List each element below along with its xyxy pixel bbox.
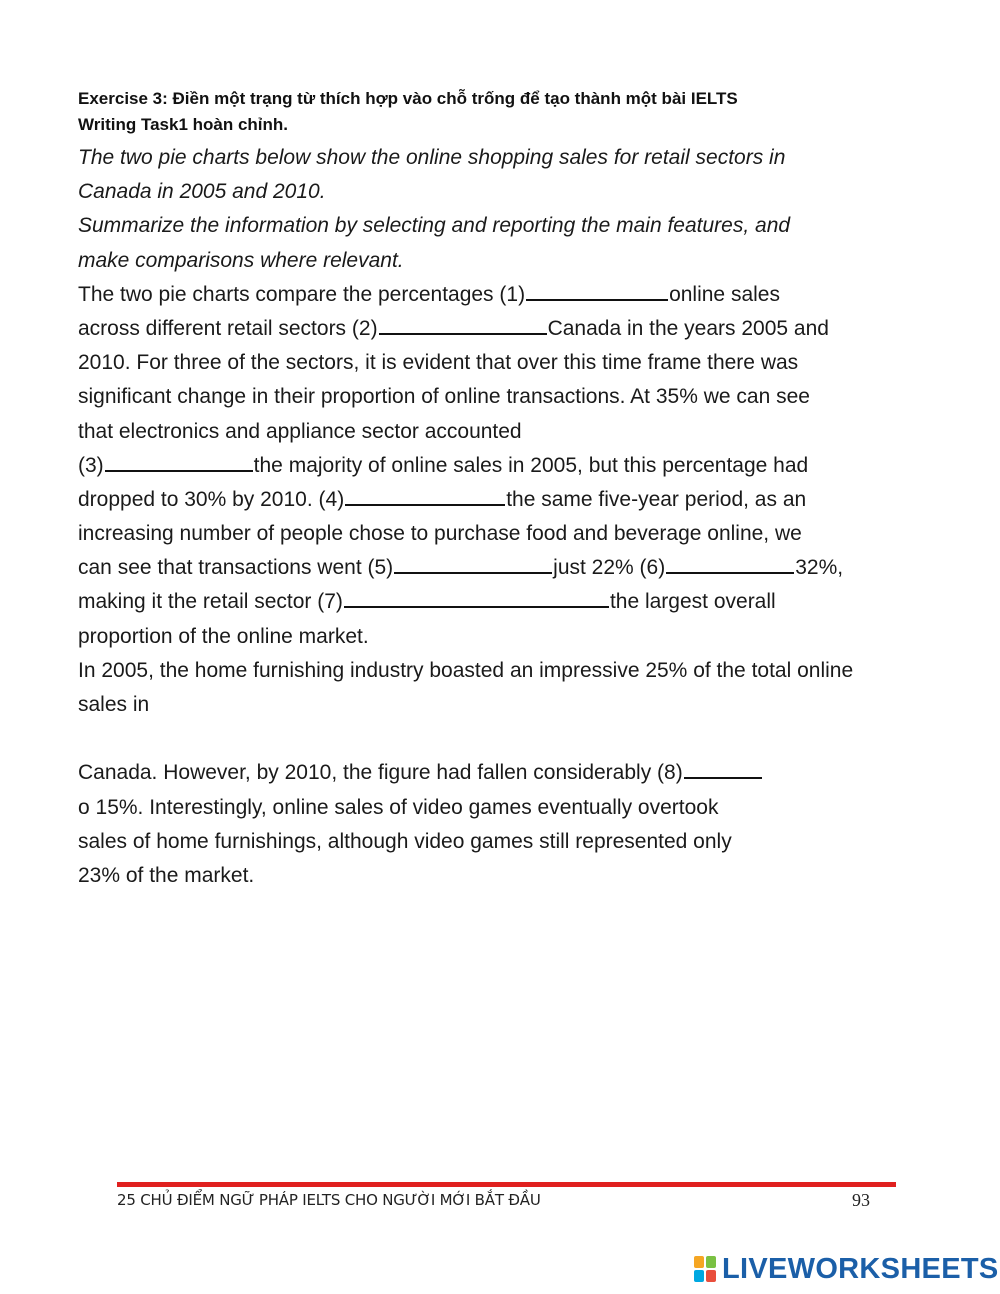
prompt-line: The two pie charts below show the online shopping sales for retail sectors in [78, 146, 786, 169]
blank-1-field[interactable] [526, 281, 668, 301]
passage-line [78, 551, 938, 585]
passage-line [78, 483, 938, 517]
blank-8-field[interactable] [684, 759, 762, 779]
exercise-title [78, 86, 878, 138]
exercise-body [78, 141, 938, 893]
exercise-title-line-2: Writing Task1 hoàn chỉnh. [78, 115, 289, 134]
passage-line [78, 756, 938, 790]
passage-text: the same five-year period, as an [506, 487, 807, 511]
passage-text: across different retail sectors (2) [78, 316, 378, 340]
passage-line [78, 449, 938, 483]
passage-line: significant change in their proportion of online transactions. At 35% we can see [78, 385, 810, 409]
passage-text: the majority of online sales in 2005, but this percentage had [253, 453, 809, 477]
passage-line: that electronics and appliance sector accounted [78, 419, 522, 443]
blank-3-field[interactable] [105, 452, 253, 472]
blank-5-field[interactable] [394, 554, 552, 574]
footer-book-title: 25 CHỦ ĐIỂM NGỮ PHÁP IELTS CHO NGƯỜI MỚI BẮT ĐẦU [117, 1191, 541, 1209]
exercise-title-line-1: Exercise 3: Điền một trạng từ thích hợp vào chỗ trống để tạo thành một bài IELTS [78, 89, 738, 108]
blank-2-field[interactable] [379, 315, 547, 335]
passage-line: sales in [78, 693, 150, 716]
prompt-line: Summarize the information by selecting and reporting the main features, and [78, 214, 791, 238]
passage-line: sales of home furnishings, although video games still represented only [78, 829, 732, 853]
prompt-line: make comparisons where relevant. [78, 248, 404, 272]
passage-line [78, 278, 938, 312]
passage-line: proportion of the online market. [78, 624, 369, 648]
passage-text: making it the retail sector (7) [78, 590, 343, 614]
passage-text: The two pie charts compare the percentages (1) [78, 282, 526, 306]
liveworksheets-logo-icon [694, 1256, 716, 1282]
passage-text: online sales [669, 282, 780, 306]
liveworksheets-brand[interactable] [694, 1252, 999, 1286]
passage-line: increasing number of people chose to purchase food and beverage online, we [78, 522, 802, 546]
footer-divider [117, 1182, 896, 1187]
passage-text: the largest overall [609, 590, 776, 614]
page-number: 93 [852, 1190, 870, 1210]
passage-text: just 22% (6) [553, 556, 666, 580]
passage-line [78, 585, 938, 619]
passage-line: 2010. For three of the sectors, it is evident that over this time frame there was [78, 351, 799, 375]
blank-7-field[interactable] [344, 588, 609, 608]
passage-text: Canada. However, by 2010, the figure had fallen considerably (8) [78, 761, 683, 785]
passage-line [78, 312, 938, 346]
blank-line [78, 722, 938, 756]
blank-4-field[interactable] [345, 486, 505, 506]
passage-line: In 2005, the home furnishing industry boasted an impressive 25% of the total online [78, 658, 854, 682]
passage-line: 23% of the market. [78, 863, 255, 887]
blank-6-field[interactable] [666, 554, 794, 574]
passage-text: can see that transactions went (5) [78, 556, 394, 580]
prompt-line: Canada in 2005 and 2010. [78, 180, 326, 204]
passage-text: (3) [78, 453, 104, 477]
passage-line: o 15%. Interestingly, online sales of video games eventually overtook [78, 795, 719, 819]
passage-text: dropped to 30% by 2010. (4) [78, 487, 345, 511]
passage-text: Canada in the years 2005 and [547, 316, 829, 340]
passage-text: 32%, [795, 556, 844, 580]
brand-name: LIVEWORKSHEETS [722, 1252, 999, 1285]
